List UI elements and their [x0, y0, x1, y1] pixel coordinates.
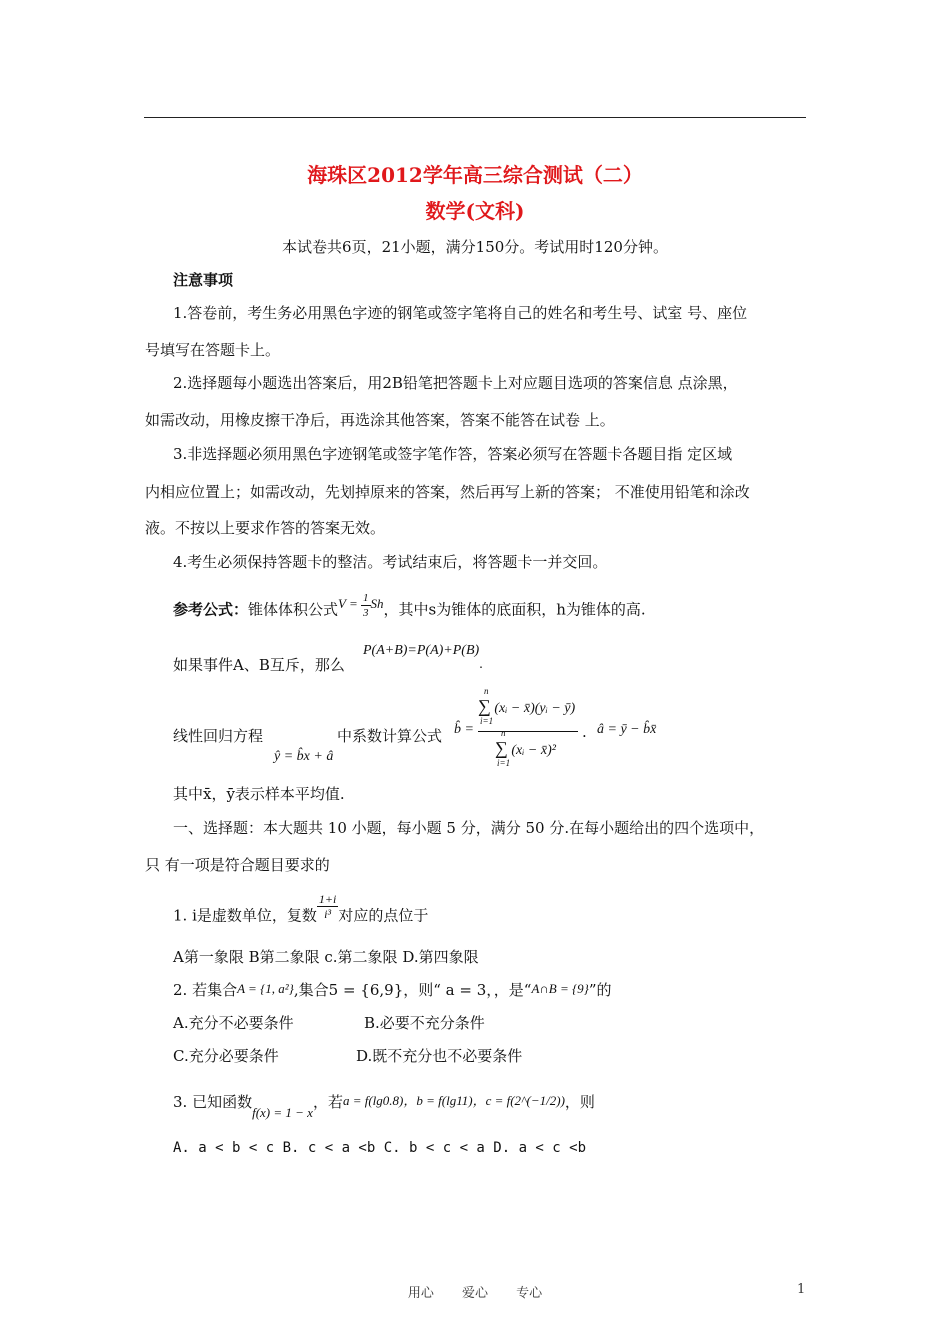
exam-intro: 本试卷共6页，21小题，满分150分。考试用时120分钟。	[282, 238, 668, 256]
b-denominator: (xᵢ − x̄)²	[511, 743, 556, 758]
q1-options: A第一象限 B第二象限 c.第二象限 D.第四象限	[173, 948, 479, 966]
sum-symbol: ∑	[495, 738, 508, 758]
exam-subtitle: 数学(文科)	[425, 199, 525, 223]
b-hat-numerator	[478, 686, 576, 726]
q3-options: A. a < b < c B. c < a <b C. b < c < a D. a < c <b	[173, 1140, 587, 1156]
q2-set-expr: A∩B = {9}	[531, 981, 589, 996]
note-line: 3.非选择题必须用黑色字迹钢笔或签字笔作答，答案必须写在答题卡各题目指 定区域	[173, 445, 733, 463]
q1-fraction	[317, 892, 338, 921]
exam-title: 海珠区2012学年高三综合测试（二）	[307, 163, 643, 187]
mutex-tail: .	[479, 657, 483, 672]
note-line: 液。不按以上要求作答的答案无效。	[145, 519, 386, 537]
note-line: 内相应位置上；如需改动，先划掉原来的答案，然后再写上新的答案； 不准使用铅笔和涂改	[145, 483, 750, 501]
q2-set-a: A = {1, a²}	[237, 981, 294, 996]
note-line: 1.答卷前，考生务必用黑色字迹的钢笔或签字笔将自己的姓名和考生号、试室 号、座位	[173, 304, 748, 322]
q3-mid: ，若	[312, 1093, 343, 1111]
sample-mean-text: 其中x̄，ȳ表示样本平均值.	[173, 785, 345, 803]
note-line: 4.考生必须保持答题卡的整洁。考试结束后，将答题卡一并交回。	[173, 553, 608, 571]
q3-definitions: a = f(lg0.8)，b = f(lg11)，c = f(2^(−1/2))	[342, 1093, 565, 1108]
note-line: 号填写在答题卡上。	[145, 341, 281, 359]
notes-heading: 注意事项	[173, 271, 234, 289]
cone-frac-num: 1	[363, 592, 369, 604]
q2-option-a: A.充分不必要条件	[173, 1014, 294, 1032]
sum-symbol: ∑	[478, 696, 491, 716]
footer-word: 用心	[407, 1286, 434, 1301]
q1-frac-num: 1+i	[318, 892, 337, 906]
note-line: 如需改动，用橡皮擦干净后，再选涂其他答案，答案不能答在试卷 上。	[145, 411, 615, 429]
q1-suffix: 对应的点位于	[338, 906, 429, 925]
q3-function: f(x) = 1 − x	[252, 1105, 313, 1120]
cone-formula-sh: Sh	[370, 596, 384, 612]
q3-prefix: 3. 已知函数	[173, 1093, 253, 1111]
regression-mid-text: 中系数计算公式	[337, 727, 443, 745]
a-hat-formula: â = ȳ − b̂x̄	[597, 722, 657, 737]
sum-upper: n	[484, 686, 489, 696]
mutex-formula	[363, 643, 483, 672]
cone-tail: ，其中s为锥体的底面积，h为锥体的高.	[383, 600, 646, 619]
q2-option-d: D.既不充分也不必要条件	[356, 1047, 523, 1065]
b-hat-denominator	[495, 728, 556, 768]
q2-mid: ,集合5 = {6,9}，则“ a = 3，，是“	[293, 981, 532, 999]
q1-frac-den: i³	[324, 907, 332, 921]
regression-equation: ŷ = b̂x + â	[274, 749, 334, 764]
cone-formula-v: V =	[338, 596, 362, 612]
mutex-text: 如果事件A、B互斥，那么	[173, 656, 345, 674]
question-3	[173, 1092, 595, 1120]
sum-upper: n	[501, 728, 506, 738]
reference-label: 参考公式：	[173, 600, 249, 619]
footer-word: 专心	[516, 1286, 543, 1301]
footer-word: 爱心	[461, 1286, 488, 1301]
page-number: 1	[797, 1282, 806, 1297]
q2-option-c: C.充分必要条件	[173, 1047, 279, 1065]
q2-prefix: 2. 若集合	[173, 981, 238, 999]
q2-suffix: ”的	[588, 981, 612, 999]
section-heading: 一、选择题：本大题共 10 小题，每小题 5 分，满分 50 分.在每小题给出的四个选项中，	[173, 819, 765, 837]
question-1	[173, 892, 429, 931]
q1-prefix: 1. i是虚数单位，复数	[173, 906, 317, 925]
mutex-formula-body: P(A+B)=P(A)+P(B)	[363, 643, 480, 658]
sum-lower: i=1	[480, 716, 494, 726]
b-numerator: (xᵢ − x̄)(yᵢ − ȳ)	[494, 701, 576, 716]
cone-text: 锥体体积公式	[248, 600, 339, 619]
cone-formula	[338, 592, 384, 619]
sum-lower: i=1	[497, 758, 511, 768]
section-heading-cont: 只 有一项是符合题目要求的	[145, 856, 330, 874]
note-line: 2.选择题每小题选出答案后，用2B铅笔把答题卡上对应题目选项的答案信息 点涂黑，	[173, 374, 738, 392]
cone-frac-den: 3	[363, 607, 369, 619]
page-footer	[0, 1282, 950, 1301]
formula-separator: .	[582, 723, 587, 741]
question-2	[173, 980, 612, 1001]
header-rule	[144, 117, 806, 118]
cone-fraction	[361, 591, 371, 620]
reference-cone-line	[173, 592, 646, 626]
fraction-bar	[478, 731, 578, 732]
b-hat-label: b̂ =	[454, 722, 474, 737]
q3-suffix: ，则	[564, 1093, 595, 1111]
q2-option-b: B.必要不充分条件	[364, 1014, 485, 1032]
regression-text: 线性回归方程	[173, 727, 264, 745]
